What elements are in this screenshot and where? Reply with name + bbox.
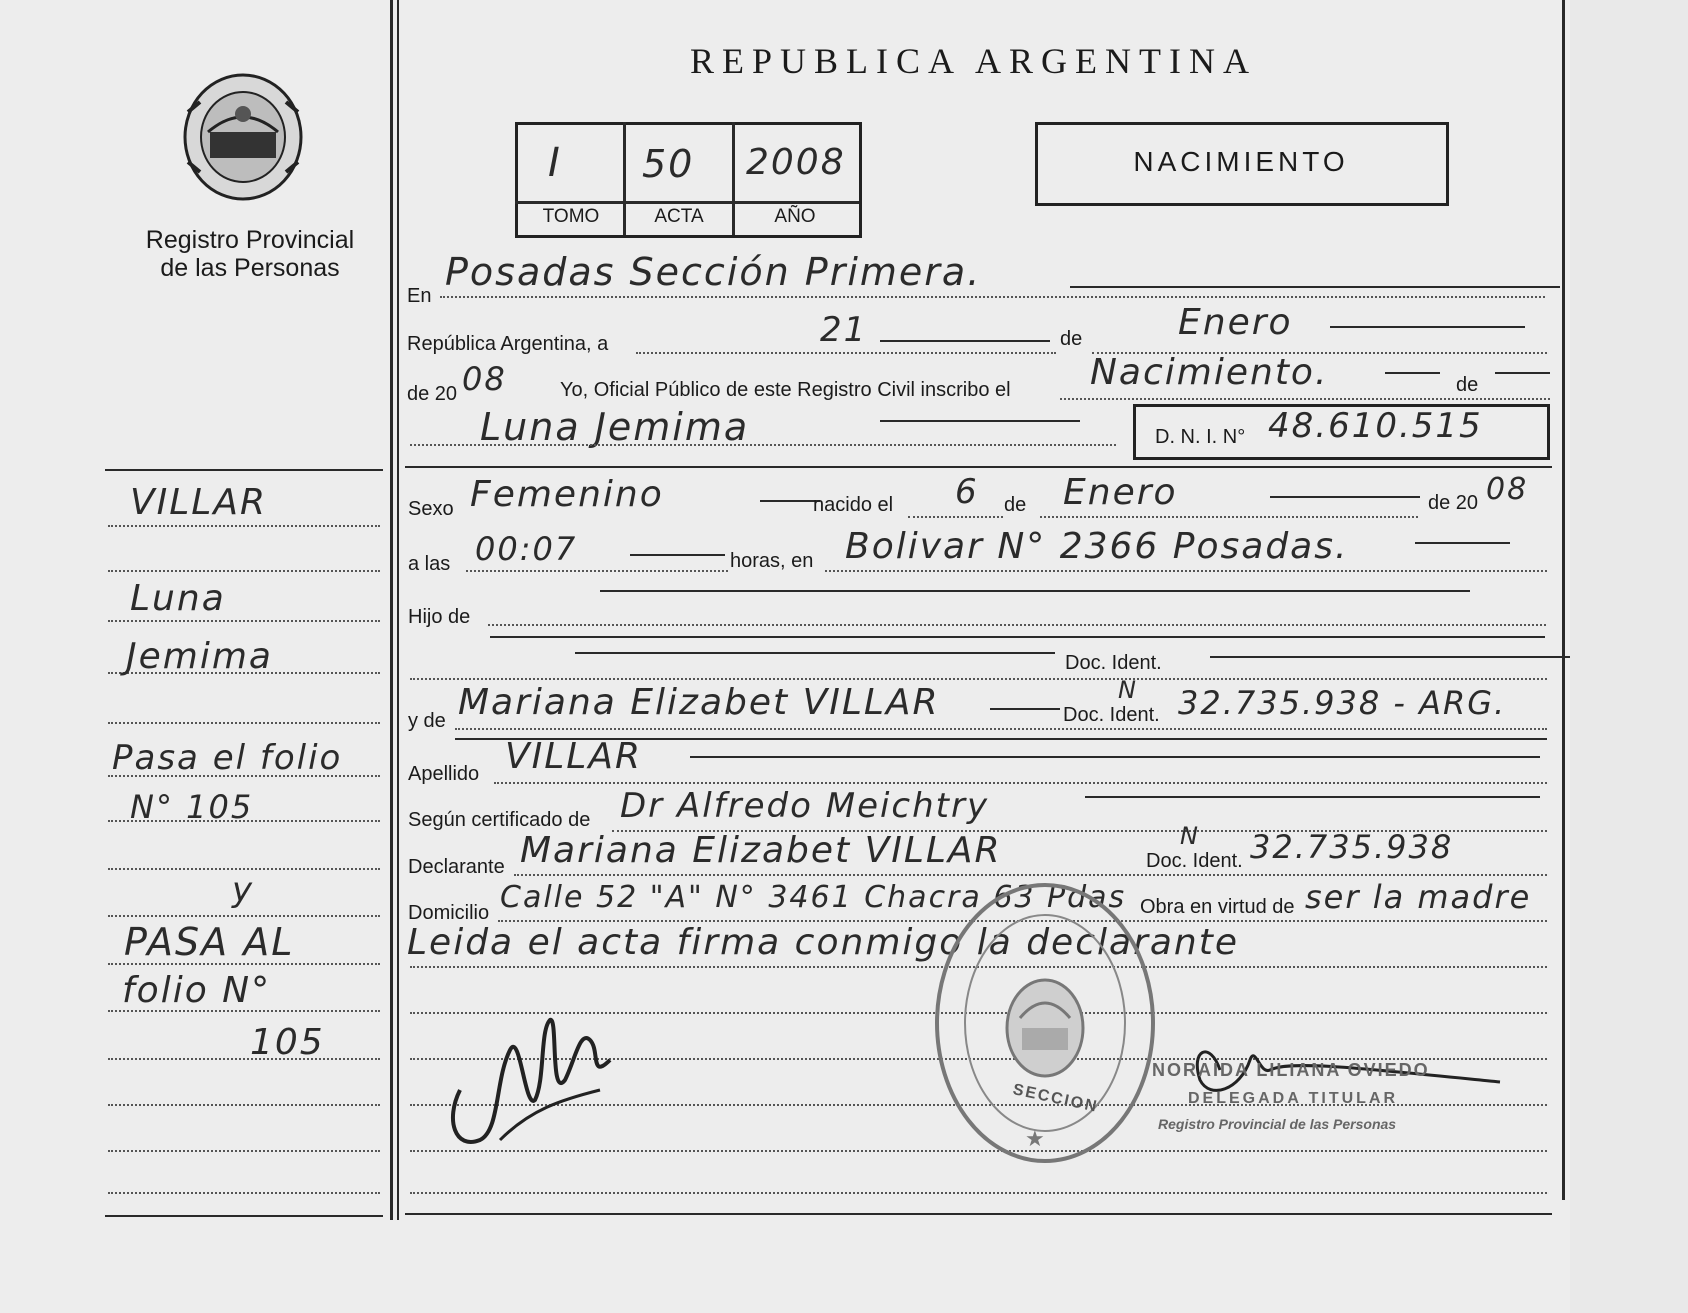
- margin-note2-line3: folio N°: [122, 970, 272, 1011]
- month-value: Enero: [1178, 302, 1293, 343]
- label-de-month: de: [1060, 328, 1083, 350]
- label-segun-certificado: Según certificado de: [408, 809, 591, 831]
- label-nacido-el: nacido el: [813, 494, 894, 516]
- registry-name-line1: Registro Provincial: [145, 226, 355, 254]
- declarant-doc-value: 32.735.938: [1250, 828, 1454, 866]
- label-hijo-de: Hijo de: [408, 606, 471, 628]
- acta-label: ACTA: [654, 206, 704, 227]
- mother-name-value: Mariana Elizabet VILLAR: [458, 682, 940, 723]
- tomo-label: TOMO: [542, 206, 600, 227]
- declarant-signature-icon: [440, 990, 620, 1160]
- label-republica: República Argentina, a: [407, 333, 609, 355]
- column-divider-inner: [397, 0, 399, 1220]
- column-divider: [390, 0, 393, 1220]
- place-value: Posadas Sección Primera.: [445, 250, 982, 294]
- birth-month-value: Enero: [1063, 472, 1178, 513]
- province-seal-icon: [180, 72, 306, 202]
- label-en: En: [407, 285, 432, 307]
- mother-doc-value: 32.735.938 - ARG.: [1178, 684, 1507, 722]
- mother-doc-prefix: N: [1118, 676, 1137, 704]
- label-sexo: Sexo: [408, 498, 454, 520]
- declarant-doc-prefix: N: [1180, 822, 1199, 850]
- label-apellido: Apellido: [408, 763, 480, 785]
- year-suffix: 08: [462, 360, 507, 398]
- closing-statement: Leida el acta firma conmigo la declarante: [407, 922, 1240, 963]
- right-border: [1562, 0, 1565, 1200]
- surname-value: VILLAR: [505, 736, 642, 777]
- registry-name-line2: de las Personas: [160, 254, 340, 282]
- child-name-value: Luna Jemima: [480, 405, 750, 449]
- officer-name: NORAIDA LILIANA OVIEDO: [1152, 1060, 1430, 1080]
- label-de-birth-month: de: [1004, 494, 1027, 516]
- address-value: Calle 52 "A" N° 3461 Chacra 63 Pdas: [500, 880, 1127, 915]
- left-top-rule: [105, 469, 383, 471]
- margin-surname: VILLAR: [130, 482, 267, 523]
- label-domicilio: Domicilio: [408, 902, 490, 924]
- margin-name2: Jemima: [126, 636, 273, 677]
- birth-day-value: 6: [955, 472, 979, 512]
- label-de-year: de 20: [407, 383, 458, 405]
- label-a-las: a las: [408, 553, 451, 575]
- label-dni: D. N. I. N°: [1155, 426, 1246, 448]
- dni-value: 48.610.515: [1268, 406, 1483, 446]
- certifier-value: Dr Alfredo Meichtry: [620, 786, 990, 826]
- margin-note2-line2: PASA AL: [124, 920, 295, 964]
- svg-text:★: ★: [1025, 1126, 1045, 1151]
- label-obra-en-virtud: Obra en virtud de: [1140, 896, 1295, 918]
- official-round-stamp-icon: [930, 878, 1160, 1168]
- officer-registry: Registro Provincial de las Personas: [1158, 1116, 1397, 1132]
- tomo-value: I: [548, 140, 562, 186]
- margin-note1-line2: N° 105: [130, 788, 254, 826]
- act-type-value: Nacimiento.: [1090, 352, 1329, 393]
- anio-label: AÑO: [774, 206, 816, 227]
- label-de-birth-year: de 20: [1428, 492, 1479, 514]
- label-de-person: de: [1456, 374, 1479, 396]
- margin-note2-line1: y: [232, 870, 255, 910]
- anio-value: 2008: [746, 142, 846, 183]
- margin-name1: Luna: [130, 578, 226, 619]
- declarant-value: Mariana Elizabet VILLAR: [520, 830, 1002, 871]
- label-doc-ident-2: Doc. Ident.: [1063, 704, 1160, 726]
- label-doc-ident-1: Doc. Ident.: [1065, 652, 1162, 674]
- label-horas-en: horas, en: [730, 550, 814, 572]
- reason-value: ser la madre: [1305, 878, 1532, 916]
- birth-year-suffix: 08: [1486, 472, 1529, 507]
- label-doc-ident-3: Doc. Ident.: [1146, 850, 1243, 872]
- label-y-de: y de: [408, 710, 446, 732]
- officer-title: DELEGADA TITULAR: [1188, 1090, 1399, 1107]
- sex-value: Femenino: [470, 474, 664, 515]
- acta-value: 50: [642, 142, 695, 186]
- birth-place-value: Bolivar N° 2366 Posadas.: [845, 526, 1349, 567]
- day-value: 21: [820, 310, 868, 350]
- birth-time-value: 00:07: [475, 530, 578, 568]
- margin-note1-line1: Pasa el folio: [112, 738, 343, 778]
- label-declarante: Declarante: [408, 856, 505, 878]
- label-yo-oficial: Yo, Oficial Público de este Registro Civil inscribo el: [560, 379, 1011, 401]
- left-bottom-rule: [105, 1215, 383, 1217]
- margin-note2-line4: 105: [250, 1022, 325, 1063]
- document-type: NACIMIENTO: [1133, 146, 1349, 177]
- round-stamp-text: SECCION: [1011, 1081, 1100, 1116]
- country-title: REPUBLICA ARGENTINA: [690, 41, 1258, 81]
